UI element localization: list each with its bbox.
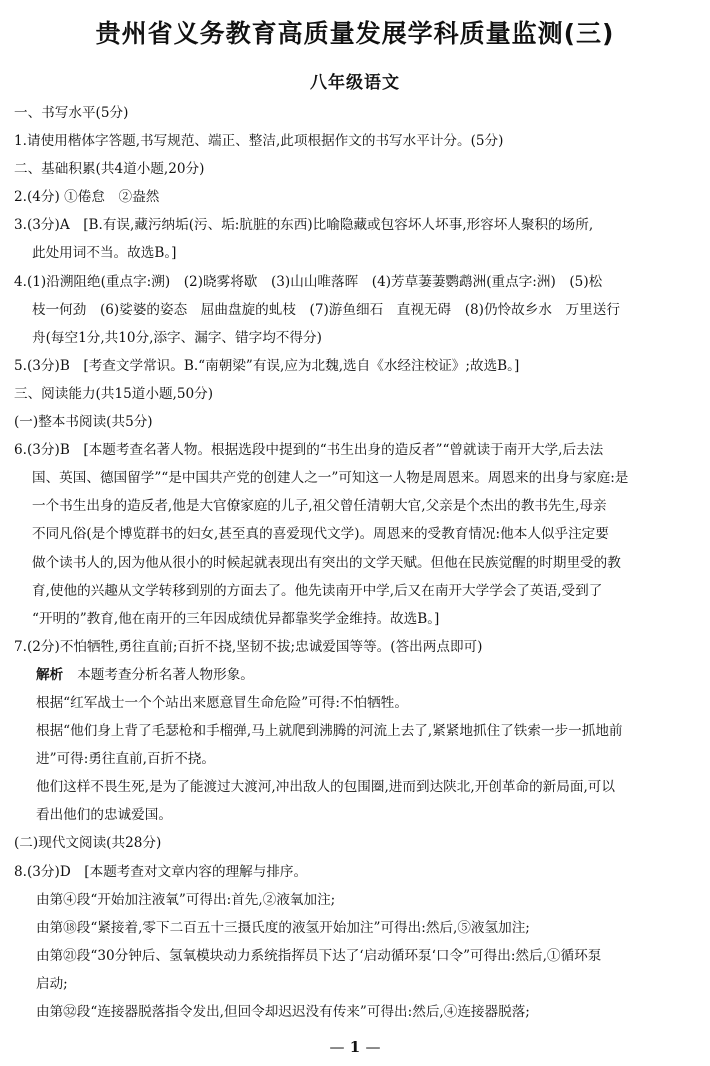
answer-q8-line-2: 由第⑱段“紧接着,零下二百五十三摄氏度的液氢开始加注”可得出:然后,⑤液氢加注; bbox=[36, 919, 530, 936]
answer-q7-line-2: 根据“他们身上背了毛瑟枪和手榴弹,马上就爬到沸腾的河流上去了,紧紧地抓住了铁索一步一抓地前 bbox=[36, 723, 623, 740]
subsection-heading-modern-text: (二)现代文阅读(共28分) bbox=[14, 835, 162, 852]
section-heading-basics: 二、基础积累(共4道小题,20分) bbox=[14, 161, 205, 178]
answer-q6-cont-2: 一个书生出身的造反者,他是大官僚家庭的儿子,祖父曾任清朝大官,父亲是个杰出的教书先生,母亲 bbox=[32, 498, 607, 515]
answer-q3-cont: 此处用词不当。故选B。] bbox=[32, 245, 177, 262]
answer-q3: 3.(3分)A [B.有误,藏污纳垢(污、垢:肮脏的东西)比喻隐藏或包容坏人坏事,形容坏人聚积的场所, bbox=[14, 217, 594, 234]
answer-q7-line-5: 看出他们的忠诚爱国。 bbox=[36, 807, 172, 824]
answer-body bbox=[14, 99, 696, 1026]
answer-q2: 2.(4分) ①倦怠 ②盎然 bbox=[14, 189, 160, 206]
answer-q8-line-1: 由第④段“开始加注液氧”可得出:首先,②液氧加注; bbox=[36, 891, 336, 908]
answer-q8: 8.(3分)D [本题考查对文章内容的理解与排序。 bbox=[14, 863, 308, 880]
answer-q1: 1.请使用楷体字答题,书写规范、端正、整洁,此项根据作文的书写水平计分。(5分) bbox=[14, 133, 504, 150]
document-title: 贵州省义务教育高质量发展学科质量监测(三) bbox=[95, 19, 615, 48]
answer-q6-cont-6: “开明的”教育,他在南开的三年因成绩优异都靠奖学金维持。故选B。] bbox=[32, 610, 440, 627]
footer-dash-left: — bbox=[329, 1038, 345, 1056]
footer-dash-right: — bbox=[365, 1038, 381, 1056]
subsection-heading-whole-book: (一)整本书阅读(共5分) bbox=[14, 414, 153, 431]
answer-q8-line-3: 由第㉑段“30分钟后、氢氧模块动力系统指挥员下达了‘启动循环泵‘口令”可得出:然后,①循环泵 bbox=[36, 947, 602, 964]
page-footer bbox=[0, 1038, 710, 1056]
answer-q6: 6.(3分)B [本题考查名著人物。根据选段中提到的“书生出身的造反者”“曾就读于南开大学,后去法 bbox=[14, 442, 604, 459]
answer-q7-line-3: 进”可得:勇往直前,百折不挠。 bbox=[36, 751, 215, 768]
answer-q6-cont-1: 国、英国、德国留学”“是中国共产党的创建人之一”可知这一人物是周恩来。周恩来的出身与家庭:是 bbox=[32, 470, 629, 487]
answer-q4-cont-2: 舟(每空1分,共10分,添字、漏字、错字均不得分) bbox=[32, 329, 322, 346]
answer-q4: 4.(1)沿溯阻绝(重点字:溯) (2)晓雾将歇 (3)山山唯落晖 (4)芳草萋萋鹦鹉洲(重点字:洲) (5)松 bbox=[14, 273, 603, 290]
answer-q7-line-4: 他们这样不畏生死,是为了能渡过大渡河,冲出敌人的包围圈,进而到达陕北,开创革命的新局面,可以 bbox=[36, 779, 615, 796]
answer-q5: 5.(3分)B [考查文学常识。B.“南朝梁”有误,应为北魏,选自《水经注校证》;故选B。] bbox=[14, 357, 520, 374]
answer-q4-cont-1: 枝一何劲 (6)娑婆的姿态 屈曲盘旋的虬枝 (7)游鱼细石 直视无碍 (8)仍怜故乡水 万里送行 bbox=[32, 301, 620, 318]
answer-q8-line-5: 由第㉜段“连接器脱落指令发出,但回令却迟迟没有传来”可得出:然后,④连接器脱落; bbox=[36, 1004, 530, 1020]
answer-q7-line-1: 根据“红军战士一个个站出来愿意冒生命危险”可得:不怕牺牲。 bbox=[36, 694, 408, 711]
analysis-label: 解析 bbox=[36, 666, 64, 683]
answer-q6-cont-3: 不同凡俗(是个博览群书的妇女,甚至真的喜爱现代文学)。周恩来的受教育情况:他本人似乎注定要 bbox=[32, 526, 609, 543]
answer-q7-analysis bbox=[14, 661, 696, 689]
answer-q6-cont-5: 育,使他的兴趣从文学转移到别的方面去了。他先读南开中学,后又在南开大学学会了英语,受到了 bbox=[32, 582, 603, 599]
analysis-text: 本题考查分析名著人物形象。 bbox=[77, 666, 254, 683]
answer-q6-cont-4: 做个读书人的,因为他从很小的时候起就表现出有突出的文学天赋。但他在民族觉醒的时期里受的教 bbox=[32, 554, 621, 571]
answer-q7: 7.(2分)不怕牺牲,勇往直前;百折不挠,坚韧不拔;忠诚爱国等等。(答出两点即可) bbox=[14, 638, 483, 655]
answer-q8-line-4: 启动; bbox=[36, 975, 68, 992]
section-heading-reading: 三、阅读能力(共15道小题,50分) bbox=[14, 385, 214, 402]
document-subtitle: 八年级语文 bbox=[310, 73, 400, 93]
page-number: 1 bbox=[349, 1038, 361, 1056]
section-heading-writing: 一、书写水平(5分) bbox=[14, 105, 129, 121]
